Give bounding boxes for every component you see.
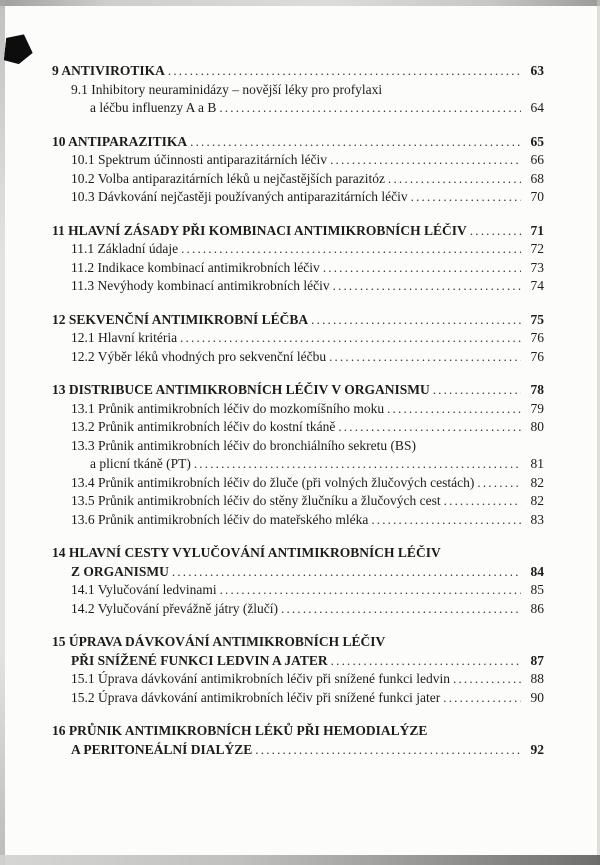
dot-leader <box>388 170 521 189</box>
toc-row <box>52 474 544 493</box>
toc-row <box>52 240 544 259</box>
dot-leader <box>255 741 521 760</box>
dot-leader <box>219 99 521 118</box>
toc-row <box>52 563 544 582</box>
toc-entry-title: 15.1 Úprava dávkování antimikrobních léčiv při snížené funkci ledvin <box>71 671 451 686</box>
toc-entry-title: 12 SEKVENČNÍ ANTIMIKROBNÍ LÉČBA <box>52 311 309 327</box>
toc-entry-title: Z ORGANISMU <box>71 563 169 579</box>
toc-row <box>52 689 544 708</box>
dot-leader <box>387 400 521 419</box>
toc-page-number: 63 <box>530 63 544 78</box>
toc-row <box>52 581 544 600</box>
scan-edge-top <box>0 0 600 6</box>
toc-row <box>52 348 544 367</box>
toc-page-number: 86 <box>530 600 544 616</box>
toc-page-number: 82 <box>530 474 544 490</box>
toc-page-number: 73 <box>530 259 544 275</box>
toc-row <box>52 222 544 241</box>
toc-entry-title: 9 ANTIVIROTIKA <box>52 63 165 78</box>
toc-entry-title: 12.2 Výběr léků vhodných pro sekvenční léčbu <box>71 348 327 364</box>
toc-page-number: 76 <box>530 330 544 345</box>
toc-row <box>52 544 544 563</box>
scan-edge-left <box>0 0 5 865</box>
toc-entry-title: PŘI SNÍŽENÉ FUNKCI LEDVIN A JATER <box>71 652 328 668</box>
scan-edge-bottom <box>0 855 600 865</box>
toc-row <box>52 62 544 81</box>
toc-entry-title: 13 DISTRIBUCE ANTIMIKROBNÍCH LÉČIV V ORGANISMU <box>52 382 430 397</box>
toc-page-number: 78 <box>530 382 544 397</box>
toc-entry-title: 11.3 Nevýhody kombinací antimikrobních léčiv <box>71 278 330 293</box>
toc-row <box>52 400 544 419</box>
toc-row <box>52 329 544 348</box>
toc-entry-title: 14 HLAVNÍ CESTY VYLUČOVÁNÍ ANTIMIKROBNÍCH LÉČIV <box>52 545 441 560</box>
dot-leader <box>172 563 521 582</box>
toc-entry-title: 11 HLAVNÍ ZÁSADY PŘI KOMBINACI ANTIMIKROBNÍCH LÉČIV <box>52 222 467 238</box>
dot-leader <box>330 151 521 170</box>
toc-row <box>52 133 544 152</box>
dot-leader <box>194 455 521 474</box>
toc-row <box>52 259 544 278</box>
toc-page-number: 72 <box>530 241 544 256</box>
toc-page-number: 64 <box>530 100 544 115</box>
toc-page-number: 66 <box>530 152 544 167</box>
toc-entry-title: a léčbu influenzy A a B <box>90 100 217 115</box>
toc-entry-title: 11.1 Základní údaje <box>71 241 179 256</box>
dot-leader <box>331 652 521 671</box>
toc-entry-title: 11.2 Indikace kombinací antimikrobních léčiv <box>71 259 320 275</box>
toc-entry-title: 10.3 Dávkování nejčastěji používaných antiparazitárních léčiv <box>71 189 408 204</box>
toc-page-number: 68 <box>530 170 544 186</box>
dot-leader <box>323 259 521 278</box>
dot-leader <box>433 381 521 400</box>
dot-leader <box>411 188 521 207</box>
toc-entry-title: 13.1 Průnik antimikrobních léčiv do mozkomíšního moku <box>71 400 385 416</box>
dot-leader <box>311 311 521 330</box>
toc-row <box>52 381 544 400</box>
toc-entry-title: 13.5 Průnik antimikrobních léčiv do stěny žlučníku a žlučových cest <box>71 493 441 508</box>
toc-row <box>52 652 544 671</box>
toc-row <box>52 277 544 296</box>
toc-page-number: 71 <box>530 222 544 238</box>
toc-page-number: 76 <box>530 348 544 364</box>
toc-entry-title: 10.1 Spektrum účinnosti antiparazitárních léčiv <box>71 152 328 167</box>
toc-entry-title: 16 PRŮNIK ANTIMIKROBNÍCH LÉKŮ PŘI HEMODIALÝZE <box>52 723 428 738</box>
toc-row <box>52 455 544 474</box>
toc-row <box>52 151 544 170</box>
dot-leader <box>333 277 521 296</box>
dot-leader <box>181 240 521 259</box>
toc-entry-title: 10.2 Volba antiparazitárních léků u nejčastějších parazitóz <box>71 170 386 186</box>
dot-leader <box>329 348 521 367</box>
toc-entry-title: 10 ANTIPARAZITIKA <box>52 133 188 149</box>
dot-leader <box>281 600 521 619</box>
toc-page-number: 87 <box>530 652 544 668</box>
toc-page-number: 79 <box>530 400 544 416</box>
dot-leader <box>443 689 521 708</box>
toc-entry-title: 12.1 Hlavní kritéria <box>71 330 178 345</box>
toc-row <box>52 633 544 652</box>
toc-entry-title: 13.3 Průnik antimikrobních léčiv do bronchiálního sekretu (BS) <box>71 437 416 453</box>
toc-entry-title: 14.2 Vylučování převážně játry (žlučí) <box>71 600 279 616</box>
dot-leader <box>470 222 521 241</box>
dot-leader <box>220 581 521 600</box>
toc-row <box>52 511 544 530</box>
toc-entry-title: a plicní tkáně (PT) <box>90 456 191 471</box>
toc-page-number: 80 <box>530 419 544 434</box>
dot-leader <box>168 62 521 81</box>
scan-corner-artifact <box>4 33 35 66</box>
toc-page-number: 75 <box>530 311 544 327</box>
toc-rows <box>52 62 544 759</box>
toc-page-number: 88 <box>530 671 544 686</box>
toc-page-number: 70 <box>530 189 544 204</box>
toc-row <box>52 170 544 189</box>
toc-entry-title: 13.2 Průnik antimikrobních léčiv do kostní tkáně <box>71 419 336 434</box>
toc-entry-title: 15.2 Úprava dávkování antimikrobních léčiv při snížené funkci jater <box>71 689 441 705</box>
dot-leader <box>190 133 521 152</box>
dot-leader <box>371 511 521 530</box>
toc-row <box>52 99 544 118</box>
toc-row <box>52 670 544 689</box>
toc-row <box>52 437 544 456</box>
toc-page-number: 85 <box>530 582 544 597</box>
toc-entry-title: 15 ÚPRAVA DÁVKOVÁNÍ ANTIMIKROBNÍCH LÉČIV <box>52 634 386 649</box>
toc-entry-title: A PERITONEÁLNÍ DIALÝZE <box>71 741 253 757</box>
toc-page-number: 90 <box>530 689 544 705</box>
toc-row <box>52 188 544 207</box>
toc-row <box>52 81 544 100</box>
dot-leader <box>338 418 521 437</box>
toc-row <box>52 600 544 619</box>
toc-entry-title: 9.1 Inhibitory neuraminidázy – novější léky pro profylaxi <box>71 81 383 97</box>
toc-entry-title: 14.1 Vylučování ledvinami <box>71 582 217 597</box>
toc-page-number: 74 <box>530 278 544 293</box>
toc-page-number: 92 <box>530 741 544 757</box>
dot-leader <box>444 492 521 511</box>
dot-leader <box>180 329 521 348</box>
table-of-contents <box>52 62 544 759</box>
toc-row <box>52 741 544 760</box>
toc-row <box>52 311 544 330</box>
toc-page-number: 84 <box>530 563 544 579</box>
toc-page-number: 83 <box>530 511 544 527</box>
toc-row <box>52 722 544 741</box>
toc-page-number: 65 <box>530 133 544 149</box>
toc-row <box>52 418 544 437</box>
toc-entry-title: 13.4 Průnik antimikrobních léčiv do žluče (při volných žlučových cestách) <box>71 474 475 490</box>
toc-page-number: 82 <box>530 493 544 508</box>
toc-row <box>52 492 544 511</box>
toc-entry-title: 13.6 Průnik antimikrobních léčiv do mateřského mléka <box>71 511 369 527</box>
dot-leader <box>453 670 521 689</box>
toc-page-number: 81 <box>530 456 544 471</box>
dot-leader <box>477 474 521 493</box>
